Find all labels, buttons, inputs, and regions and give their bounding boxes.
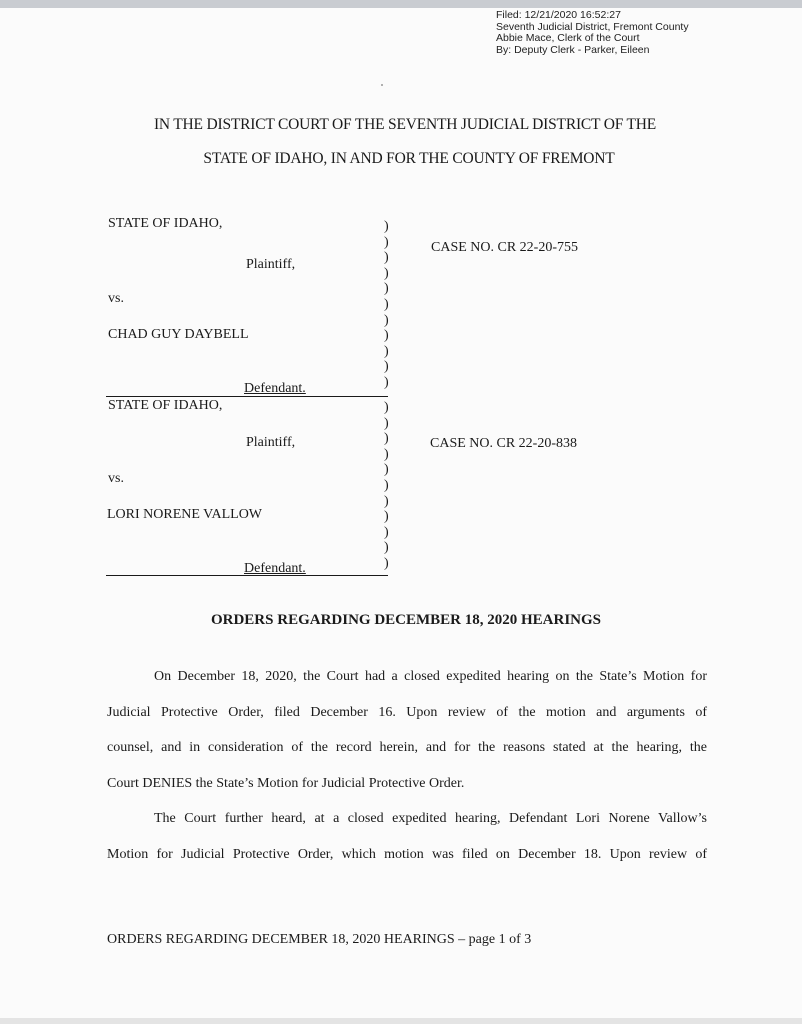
case1-defendant-role: Defendant. xyxy=(244,381,306,396)
p1-line-4: Court DENIES the State’s Motion for Judicial Protective Order. xyxy=(107,775,465,791)
case1-caption-rule xyxy=(106,396,388,397)
case2-caption-rule xyxy=(106,575,388,576)
filed-district: Seventh Judicial District, Fremont County xyxy=(496,20,689,33)
p2-line-2: Motion for Judicial Protective Order, which motion was filed on December 18. Upon review of xyxy=(107,846,707,862)
bottom-edge xyxy=(0,1018,802,1024)
filed-by: By: Deputy Clerk - Parker, Eileen xyxy=(496,43,650,56)
p1-line-3: counsel, and in consideration of the record herein, and for the reasons stated at the hearing, the xyxy=(107,740,707,755)
case2-defendant: LORI NORENE VALLOW xyxy=(107,507,263,522)
case1-defendant: CHAD GUY DAYBELL xyxy=(108,327,249,342)
scan-speck xyxy=(381,84,383,86)
case2-plaintiff-role: Plaintiff, xyxy=(246,435,296,450)
case2-vs: vs. xyxy=(108,471,124,486)
filing-stamp xyxy=(496,10,689,56)
page-footer: ORDERS REGARDING DECEMBER 18, 2020 HEARINGS – page 1 of 3 xyxy=(107,932,532,947)
case1-plaintiff-role: Plaintiff, xyxy=(246,257,296,272)
filed-clerk: Abbie Mace, Clerk of the Court xyxy=(496,32,640,44)
filed-date: Filed: 12/21/2020 16:52:27 xyxy=(496,9,621,21)
case2-paren-column: ) ) ) ) ) ) ) ) ) ) ) xyxy=(384,400,389,571)
case1-paren-column: ) ) ) ) ) ) ) ) ) ) ) xyxy=(384,219,389,390)
body-paragraph-1 xyxy=(107,659,707,801)
case2-plaintiff: STATE OF IDAHO, xyxy=(108,398,223,413)
p1-line-1: On December 18, 2020, the Court had a closed expedited hearing on the State’s Motion for xyxy=(154,669,707,684)
case2-case-number: CASE NO. CR 22-20-838 xyxy=(430,436,578,451)
p1-line-2: Judicial Protective Order, filed December 16. Upon review of the motion and arguments of xyxy=(107,704,707,720)
p2-line-1: The Court further heard, at a closed expedited hearing, Defendant Lori Norene Vallow’s xyxy=(154,811,707,826)
court-heading-line2: STATE OF IDAHO, IN AND FOR THE COUNTY OF FREMONT xyxy=(203,150,615,167)
body-paragraph-2 xyxy=(107,801,707,872)
case1-vs: vs. xyxy=(108,291,124,306)
case1-case-number: CASE NO. CR 22-20-755 xyxy=(431,240,579,255)
top-bar xyxy=(0,0,802,8)
case2-defendant-role: Defendant. xyxy=(244,561,306,576)
court-heading-line1: IN THE DISTRICT COURT OF THE SEVENTH JUDICIAL DISTRICT OF THE xyxy=(153,116,657,133)
order-title: ORDERS REGARDING DECEMBER 18, 2020 HEARINGS xyxy=(210,612,602,628)
case1-plaintiff: STATE OF IDAHO, xyxy=(108,216,223,231)
